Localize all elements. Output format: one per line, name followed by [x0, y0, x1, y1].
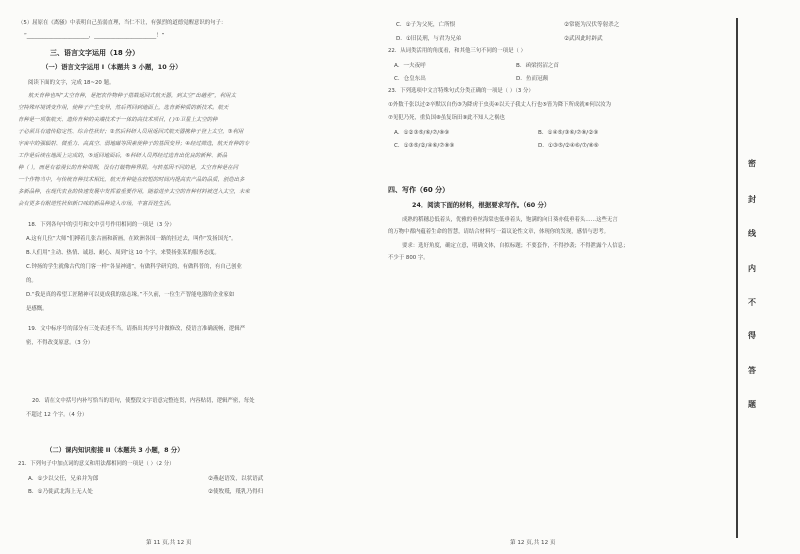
- q19-line2: 密，不得改变原意。（3 分）: [26, 340, 94, 346]
- q24-requirement-line2: 不少于 800 字。: [388, 255, 429, 261]
- q23-option-c: C．①③⑤/②/④⑥/⑦⑧⑨: [394, 143, 455, 149]
- seal-char: 不: [748, 298, 756, 307]
- left-page: [18, 0, 356, 554]
- q23-stem: 23．下列选项中文言特殊句式分类正确的一项是（ ）（3 分）: [388, 88, 534, 94]
- passage-line: 多新品种，在现代农业的快速发展中发挥着重要作用，随着进步太空的育种材料被送入太空，未来: [18, 189, 250, 195]
- q21-option-c1: C．①子为父死，亡所恨: [396, 22, 456, 28]
- q21-option-c2: ②常能为汉伏等射杀之: [564, 22, 620, 28]
- q24-material-line2: 的万物中都内蕴着生命的智慧，请结合材料写一篇议论性文章，体现你的发现，感悟与思考。: [388, 229, 610, 235]
- seal-line-bar: [736, 18, 738, 538]
- section4-title: 四、写作（60 分）: [388, 186, 450, 194]
- q18-option-d-line1: D.“我是真的希望工匠精神可以更成我的塞志缘。”不久前，一位生产智能电器的企业家如: [26, 292, 235, 298]
- passage-line: 会有更多有耐逆性状和新口味的新品种进入市场，丰富百姓生活。: [18, 201, 175, 207]
- passage-line: 一个作物当中，与传统育种技术相比，航天育种能在较短的时间内提高农产品的品质，创造出多: [18, 177, 245, 183]
- sub1-title: （一）语言文字运用 I（本题共 3 小题，10 分）: [42, 63, 182, 71]
- right-page: [388, 0, 708, 554]
- seal-char: 得: [748, 331, 756, 340]
- q23-sentences-line2: ⑦见犯乃死，重负国⑧虽复诣田⑨此不知人之祸也: [388, 115, 505, 121]
- q21-option-a1: A．①少以父任，兄弟并为郎: [28, 476, 99, 482]
- q18-option-d-line2: 是感慨。: [26, 306, 48, 312]
- passage-line: 育种是一项集航天、遗传育种的尖端技术于一体的高技术项目，( )①卫星上太空的种: [18, 117, 218, 123]
- q23-option-a: A．①②③⑤/⑥/⑦/⑧⑨: [394, 130, 450, 136]
- q24-requirement-line1: 要求：选好角度，确定立意，明确文体，自拟标题；不要套作，不得抄袭；不得泄露个人信息；: [402, 243, 629, 249]
- q23-sentences-line1: ①外数千张以过②卒默以自伤③为降虏于虫夷④以天子我丈人行也⑤皆为降下所成就⑥何以汝为: [388, 102, 612, 108]
- q20-line1: 20．请在文中括号内补写恰当的语句，使整段文字语意完整连贯，内容贴切，逻辑严密，每处: [32, 398, 255, 404]
- q22-option-b: B．函梁拐沼之首: [516, 63, 559, 69]
- q20-line2: 不超过 12 个字。（4 分）: [26, 412, 88, 418]
- q23-option-b: B．①④⑤/③⑥/⑦⑧/②⑨: [538, 130, 599, 136]
- passage-line: 航天育种也叫“太空育种，是把农作物种子搭载返回式航天器，到太空“出趟差”，利用太: [28, 93, 236, 99]
- passage-line: 宇宙中的强辐射、微重力、高真空、弱地磁等因素使种子的基因变异；④经过筛选，航天育种的专: [18, 141, 250, 147]
- q18-option-b: B.人们用“主动、热情、诚恳、耐心、周到”这 10 个字，来赞扬张某的服务态度。: [26, 250, 220, 256]
- passage-line: 子必须具有遗传稳定性、综合性状好；②然后科研人员用返回式航天器携种子登上太空，③利用: [18, 129, 244, 135]
- page-footer-right: 第 12 页,共 12 页: [510, 540, 556, 546]
- q22-option-a: A．一夫夜呼: [394, 63, 426, 69]
- q24-title: 24．阅读下面的材料，根据要求写作。（60 分）: [412, 201, 551, 209]
- passage-line: 工作是后续在地面上完成的，⑤返回地面后，⑥科研人员再经过选育出优良的新种、新品: [18, 153, 228, 159]
- passage-line: 种（ ），而是有着漫长的育种周期，没有打破物种界限。与转基因不同的是，太空育种是在同: [18, 165, 239, 171]
- q22-stem: 22．从词类活用的角度看，和其他三句不同的一项是（ ）: [388, 48, 526, 54]
- q18-option-c-line2: 的。: [26, 278, 37, 284]
- q5-line1: （5）屈原在《离骚》中表明自己虽弱直理，当仁不让，有强烈的道德觉醒意识的句子：: [18, 20, 227, 26]
- sub1-intro: 阅读下面的文字，完成 18~20 题。: [28, 80, 115, 86]
- section3-title: 三、语言文字运用（18 分）: [50, 49, 140, 57]
- seal-char: 题: [748, 400, 756, 409]
- q5-line2: “_______________________，_______________________！”: [24, 33, 165, 39]
- q24-material-line1: 成熟的稻穗总低着头，优雅的垂丝海棠也低垂着头，饱满的向日葵亦低垂着头……这些无言: [402, 217, 618, 223]
- q21-option-d1: D．①旧民刑，与君为兄弟: [396, 36, 462, 42]
- sub2-title: （二）课内知识衔接 II（本题共 3 小题，8 分）: [46, 446, 184, 454]
- passage-line: 空特殊环境诱变作用，使种子产生变异，然后再回到地面上，选育新种质的新技术。航天: [18, 105, 229, 111]
- seal-char: 封: [748, 195, 756, 204]
- q18-stem: 18．下列各句中的引号和文中引号作用相同的一项是（3 分）: [28, 222, 175, 228]
- q23-option-d: D．①③⑤/②④⑥/⑦/⑧⑨: [538, 143, 599, 149]
- seal-char: 内: [748, 264, 756, 273]
- q18-option-a: A.这有几位“大师”们搏着几张古画和新画，在欧洲各国一路的挂过去，叫作“发扬国光”。: [26, 236, 237, 242]
- q21-option-d2: ②武因此时辟武: [564, 36, 603, 42]
- q19-line1: 19．文中标序号的部分有三处表述不当，请指出其序号并做修改，使语言准确流畅，逻辑严: [28, 326, 246, 332]
- q18-option-c-line1: C.钟扬的学生就像古代的门客一样“各显神通”，有做科学研究的，有做科普的，有自己创业: [26, 264, 242, 270]
- page-footer-left: 第 11 页,共 12 页: [146, 540, 192, 546]
- seal-char: 密: [748, 159, 756, 168]
- q21-option-b2: ②使牧羝，羝乳乃得归: [208, 489, 264, 495]
- q22-option-c: C．仓皇东出: [394, 76, 426, 82]
- q21-option-a2: ②燕赵语发，以状语武: [208, 476, 264, 482]
- q22-option-d: D．鱼而冠颠: [516, 76, 549, 82]
- seal-char: 线: [748, 229, 756, 238]
- seal-char: 答: [748, 366, 756, 375]
- q21-stem: 21．下列句子中加点词的意义和用法都相同的一项是（ ）（2 分）: [18, 461, 175, 467]
- q21-option-b1: B．①乃徙武北海上无人处: [28, 489, 93, 495]
